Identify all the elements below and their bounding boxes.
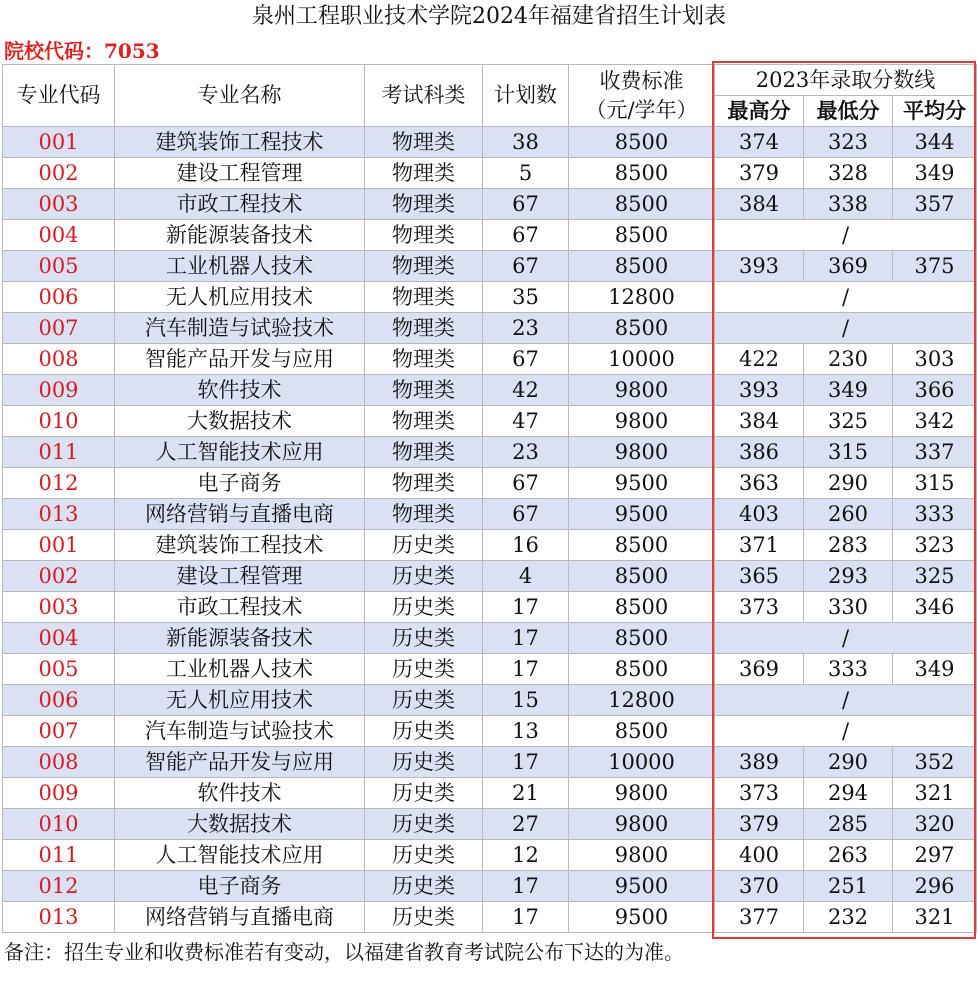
cell-fee: 9800 [569, 840, 715, 871]
cell-max: 373 [715, 778, 804, 809]
cell-avg: 375 [893, 251, 977, 282]
cell-max: 371 [715, 530, 804, 561]
cell-avg: 320 [893, 809, 977, 840]
cell-max: 363 [715, 468, 804, 499]
cell-min: 285 [804, 809, 893, 840]
cell-fee: 8500 [569, 220, 715, 251]
cell-max: 384 [715, 406, 804, 437]
cell-plan: 67 [483, 344, 569, 375]
cell-name: 网络营销与直播电商 [115, 902, 365, 933]
cell-plan: 4 [483, 561, 569, 592]
cell-name: 建设工程管理 [115, 158, 365, 189]
cell-code: 006 [3, 685, 115, 716]
cell-min: 338 [804, 189, 893, 220]
cell-subject: 历史类 [365, 685, 483, 716]
cell-avg: 349 [893, 654, 977, 685]
cell-avg: 323 [893, 530, 977, 561]
table-row [3, 437, 977, 468]
cell-name: 电子商务 [115, 871, 365, 902]
cell-avg: 357 [893, 189, 977, 220]
cell-fee: 8500 [569, 158, 715, 189]
cell-fee: 12800 [569, 282, 715, 313]
cell-plan: 35 [483, 282, 569, 313]
cell-subject: 物理类 [365, 189, 483, 220]
cell-code: 006 [3, 282, 115, 313]
cell-scores-na: / [715, 623, 977, 654]
cell-plan: 23 [483, 313, 569, 344]
cell-code: 002 [3, 158, 115, 189]
cell-subject: 物理类 [365, 344, 483, 375]
cell-min: 369 [804, 251, 893, 282]
cell-fee: 10000 [569, 344, 715, 375]
cell-plan: 17 [483, 623, 569, 654]
cell-min: 325 [804, 406, 893, 437]
cell-subject: 物理类 [365, 251, 483, 282]
cell-avg: 352 [893, 747, 977, 778]
table-row [3, 530, 977, 561]
cell-avg: 296 [893, 871, 977, 902]
cell-code: 004 [3, 623, 115, 654]
cell-plan: 67 [483, 189, 569, 220]
table-row [3, 344, 977, 375]
header-fee [569, 65, 715, 127]
cell-fee: 9500 [569, 499, 715, 530]
cell-name: 工业机器人技术 [115, 251, 365, 282]
cell-plan: 47 [483, 406, 569, 437]
cell-name: 新能源装备技术 [115, 623, 365, 654]
table-row [3, 654, 977, 685]
cell-code: 005 [3, 654, 115, 685]
cell-name: 工业机器人技术 [115, 654, 365, 685]
cell-avg: 325 [893, 561, 977, 592]
cell-plan: 5 [483, 158, 569, 189]
cell-code: 004 [3, 220, 115, 251]
cell-max: 400 [715, 840, 804, 871]
table-row [3, 685, 977, 716]
cell-fee: 9500 [569, 871, 715, 902]
cell-max: 389 [715, 747, 804, 778]
cell-plan: 27 [483, 809, 569, 840]
cell-code: 010 [3, 809, 115, 840]
header-plan: 计划数 [483, 65, 569, 127]
table-row [3, 158, 977, 189]
cell-min: 230 [804, 344, 893, 375]
cell-avg: 321 [893, 902, 977, 933]
cell-plan: 17 [483, 902, 569, 933]
cell-fee: 8500 [569, 313, 715, 344]
cell-avg: 333 [893, 499, 977, 530]
cell-fee: 9500 [569, 468, 715, 499]
cell-subject: 物理类 [365, 375, 483, 406]
cell-code: 008 [3, 747, 115, 778]
cell-min: 333 [804, 654, 893, 685]
table-row [3, 561, 977, 592]
table-row [3, 406, 977, 437]
table-row [3, 592, 977, 623]
cell-code: 003 [3, 592, 115, 623]
cell-scores-na: / [715, 282, 977, 313]
cell-fee: 10000 [569, 747, 715, 778]
cell-subject: 物理类 [365, 158, 483, 189]
cell-min: 290 [804, 747, 893, 778]
header-name: 专业名称 [115, 65, 365, 127]
cell-fee: 8500 [569, 654, 715, 685]
cell-avg: 342 [893, 406, 977, 437]
cell-name: 智能产品开发与应用 [115, 747, 365, 778]
cell-max: 379 [715, 809, 804, 840]
cell-max: 386 [715, 437, 804, 468]
cell-max: 393 [715, 251, 804, 282]
cell-min: 349 [804, 375, 893, 406]
cell-max: 365 [715, 561, 804, 592]
cell-fee: 9500 [569, 902, 715, 933]
cell-plan: 15 [483, 685, 569, 716]
enrollment-table [2, 64, 977, 933]
cell-plan: 17 [483, 871, 569, 902]
cell-fee: 8500 [569, 189, 715, 220]
table-row [3, 716, 977, 747]
cell-fee: 9800 [569, 778, 715, 809]
cell-code: 007 [3, 716, 115, 747]
cell-fee: 8500 [569, 592, 715, 623]
cell-fee: 8500 [569, 530, 715, 561]
cell-code: 013 [3, 499, 115, 530]
cell-avg: 344 [893, 127, 977, 158]
cell-subject: 历史类 [365, 561, 483, 592]
cell-name: 智能产品开发与应用 [115, 344, 365, 375]
cell-subject: 物理类 [365, 437, 483, 468]
table-row [3, 468, 977, 499]
cell-name: 汽车制造与试验技术 [115, 313, 365, 344]
cell-name: 网络营销与直播电商 [115, 499, 365, 530]
cell-avg: 337 [893, 437, 977, 468]
cell-name: 人工智能技术应用 [115, 437, 365, 468]
cell-avg: 366 [893, 375, 977, 406]
cell-subject: 物理类 [365, 499, 483, 530]
cell-name: 市政工程技术 [115, 592, 365, 623]
cell-name: 建设工程管理 [115, 561, 365, 592]
cell-code: 010 [3, 406, 115, 437]
cell-max: 377 [715, 902, 804, 933]
cell-subject: 历史类 [365, 809, 483, 840]
cell-plan: 38 [483, 127, 569, 158]
cell-subject: 历史类 [365, 654, 483, 685]
cell-name: 软件技术 [115, 375, 365, 406]
cell-plan: 17 [483, 747, 569, 778]
cell-min: 294 [804, 778, 893, 809]
cell-name: 大数据技术 [115, 406, 365, 437]
cell-max: 379 [715, 158, 804, 189]
cell-subject: 物理类 [365, 282, 483, 313]
cell-subject: 物理类 [365, 313, 483, 344]
header-min: 最低分 [804, 96, 893, 127]
cell-min: 323 [804, 127, 893, 158]
cell-name: 大数据技术 [115, 809, 365, 840]
cell-subject: 历史类 [365, 840, 483, 871]
header-fee-line2: （元/学年） [585, 97, 698, 122]
cell-min: 315 [804, 437, 893, 468]
cell-scores-na: / [715, 313, 977, 344]
cell-plan: 67 [483, 251, 569, 282]
cell-plan: 67 [483, 220, 569, 251]
cell-fee: 9800 [569, 437, 715, 468]
cell-fee: 8500 [569, 561, 715, 592]
cell-fee: 8500 [569, 623, 715, 654]
cell-plan: 42 [483, 375, 569, 406]
table-row [3, 778, 977, 809]
table-row [3, 809, 977, 840]
table-row [3, 282, 977, 313]
cell-subject: 历史类 [365, 592, 483, 623]
cell-name: 软件技术 [115, 778, 365, 809]
table-row [3, 871, 977, 902]
header-max: 最高分 [715, 96, 804, 127]
cell-avg: 349 [893, 158, 977, 189]
cell-min: 330 [804, 592, 893, 623]
header-subject: 考试科类 [365, 65, 483, 127]
cell-avg: 321 [893, 778, 977, 809]
cell-fee: 9800 [569, 809, 715, 840]
table-row [3, 840, 977, 871]
cell-min: 232 [804, 902, 893, 933]
cell-code: 009 [3, 778, 115, 809]
cell-name: 汽车制造与试验技术 [115, 716, 365, 747]
cell-name: 无人机应用技术 [115, 685, 365, 716]
cell-min: 263 [804, 840, 893, 871]
cell-avg: 346 [893, 592, 977, 623]
cell-scores-na: / [715, 685, 977, 716]
cell-scores-na: / [715, 220, 977, 251]
header-avg: 平均分 [893, 96, 977, 127]
header-score-group: 2023年录取分数线 [715, 65, 977, 96]
cell-code: 013 [3, 902, 115, 933]
cell-subject: 物理类 [365, 127, 483, 158]
cell-code: 002 [3, 561, 115, 592]
table-row [3, 220, 977, 251]
cell-code: 012 [3, 468, 115, 499]
cell-fee: 8500 [569, 251, 715, 282]
cell-name: 电子商务 [115, 468, 365, 499]
cell-min: 293 [804, 561, 893, 592]
cell-subject: 历史类 [365, 747, 483, 778]
cell-max: 373 [715, 592, 804, 623]
cell-plan: 13 [483, 716, 569, 747]
cell-plan: 23 [483, 437, 569, 468]
cell-subject: 历史类 [365, 902, 483, 933]
school-code: 院校代码：7053 [4, 39, 160, 63]
cell-min: 283 [804, 530, 893, 561]
cell-fee: 12800 [569, 685, 715, 716]
cell-code: 007 [3, 313, 115, 344]
cell-name: 建筑装饰工程技术 [115, 530, 365, 561]
table-row [3, 902, 977, 933]
cell-plan: 67 [483, 468, 569, 499]
cell-scores-na: / [715, 716, 977, 747]
cell-subject: 历史类 [365, 871, 483, 902]
cell-min: 328 [804, 158, 893, 189]
cell-fee: 8500 [569, 716, 715, 747]
cell-fee: 8500 [569, 127, 715, 158]
table-row [3, 189, 977, 220]
table-row [3, 251, 977, 282]
cell-name: 建筑装饰工程技术 [115, 127, 365, 158]
cell-max: 374 [715, 127, 804, 158]
cell-subject: 历史类 [365, 530, 483, 561]
cell-subject: 历史类 [365, 623, 483, 654]
cell-max: 422 [715, 344, 804, 375]
cell-plan: 67 [483, 499, 569, 530]
cell-subject: 物理类 [365, 406, 483, 437]
cell-plan: 17 [483, 592, 569, 623]
table-row [3, 623, 977, 654]
cell-code: 008 [3, 344, 115, 375]
cell-name: 市政工程技术 [115, 189, 365, 220]
cell-code: 012 [3, 871, 115, 902]
cell-avg: 297 [893, 840, 977, 871]
cell-code: 003 [3, 189, 115, 220]
cell-min: 290 [804, 468, 893, 499]
cell-max: 384 [715, 189, 804, 220]
cell-fee: 9800 [569, 375, 715, 406]
cell-code: 005 [3, 251, 115, 282]
cell-avg: 315 [893, 468, 977, 499]
cell-plan: 16 [483, 530, 569, 561]
cell-plan: 12 [483, 840, 569, 871]
cell-subject: 历史类 [365, 778, 483, 809]
page-title: 泉州工程职业技术学院2024年福建省招生计划表 [252, 4, 726, 29]
cell-name: 人工智能技术应用 [115, 840, 365, 871]
cell-max: 403 [715, 499, 804, 530]
cell-min: 260 [804, 499, 893, 530]
cell-fee: 9800 [569, 406, 715, 437]
cell-subject: 物理类 [365, 468, 483, 499]
cell-code: 001 [3, 530, 115, 561]
table-row [3, 313, 977, 344]
table-row [3, 127, 977, 158]
cell-name: 无人机应用技术 [115, 282, 365, 313]
cell-subject: 物理类 [365, 220, 483, 251]
cell-subject: 历史类 [365, 716, 483, 747]
cell-max: 369 [715, 654, 804, 685]
cell-min: 251 [804, 871, 893, 902]
cell-max: 370 [715, 871, 804, 902]
cell-plan: 17 [483, 654, 569, 685]
table-row [3, 375, 977, 406]
cell-name: 新能源装备技术 [115, 220, 365, 251]
table-body [3, 127, 977, 933]
cell-max: 393 [715, 375, 804, 406]
cell-plan: 21 [483, 778, 569, 809]
header-code: 专业代码 [3, 65, 115, 127]
footnote: 备注：招生专业和收费标准若有变动，以福建省教育考试院公布下达的为准。 [4, 940, 684, 964]
header-fee-line1: 收费标准 [599, 68, 684, 93]
cell-avg: 303 [893, 344, 977, 375]
table-row [3, 747, 977, 778]
cell-code: 001 [3, 127, 115, 158]
cell-code: 009 [3, 375, 115, 406]
cell-code: 011 [3, 840, 115, 871]
table-row [3, 499, 977, 530]
cell-code: 011 [3, 437, 115, 468]
